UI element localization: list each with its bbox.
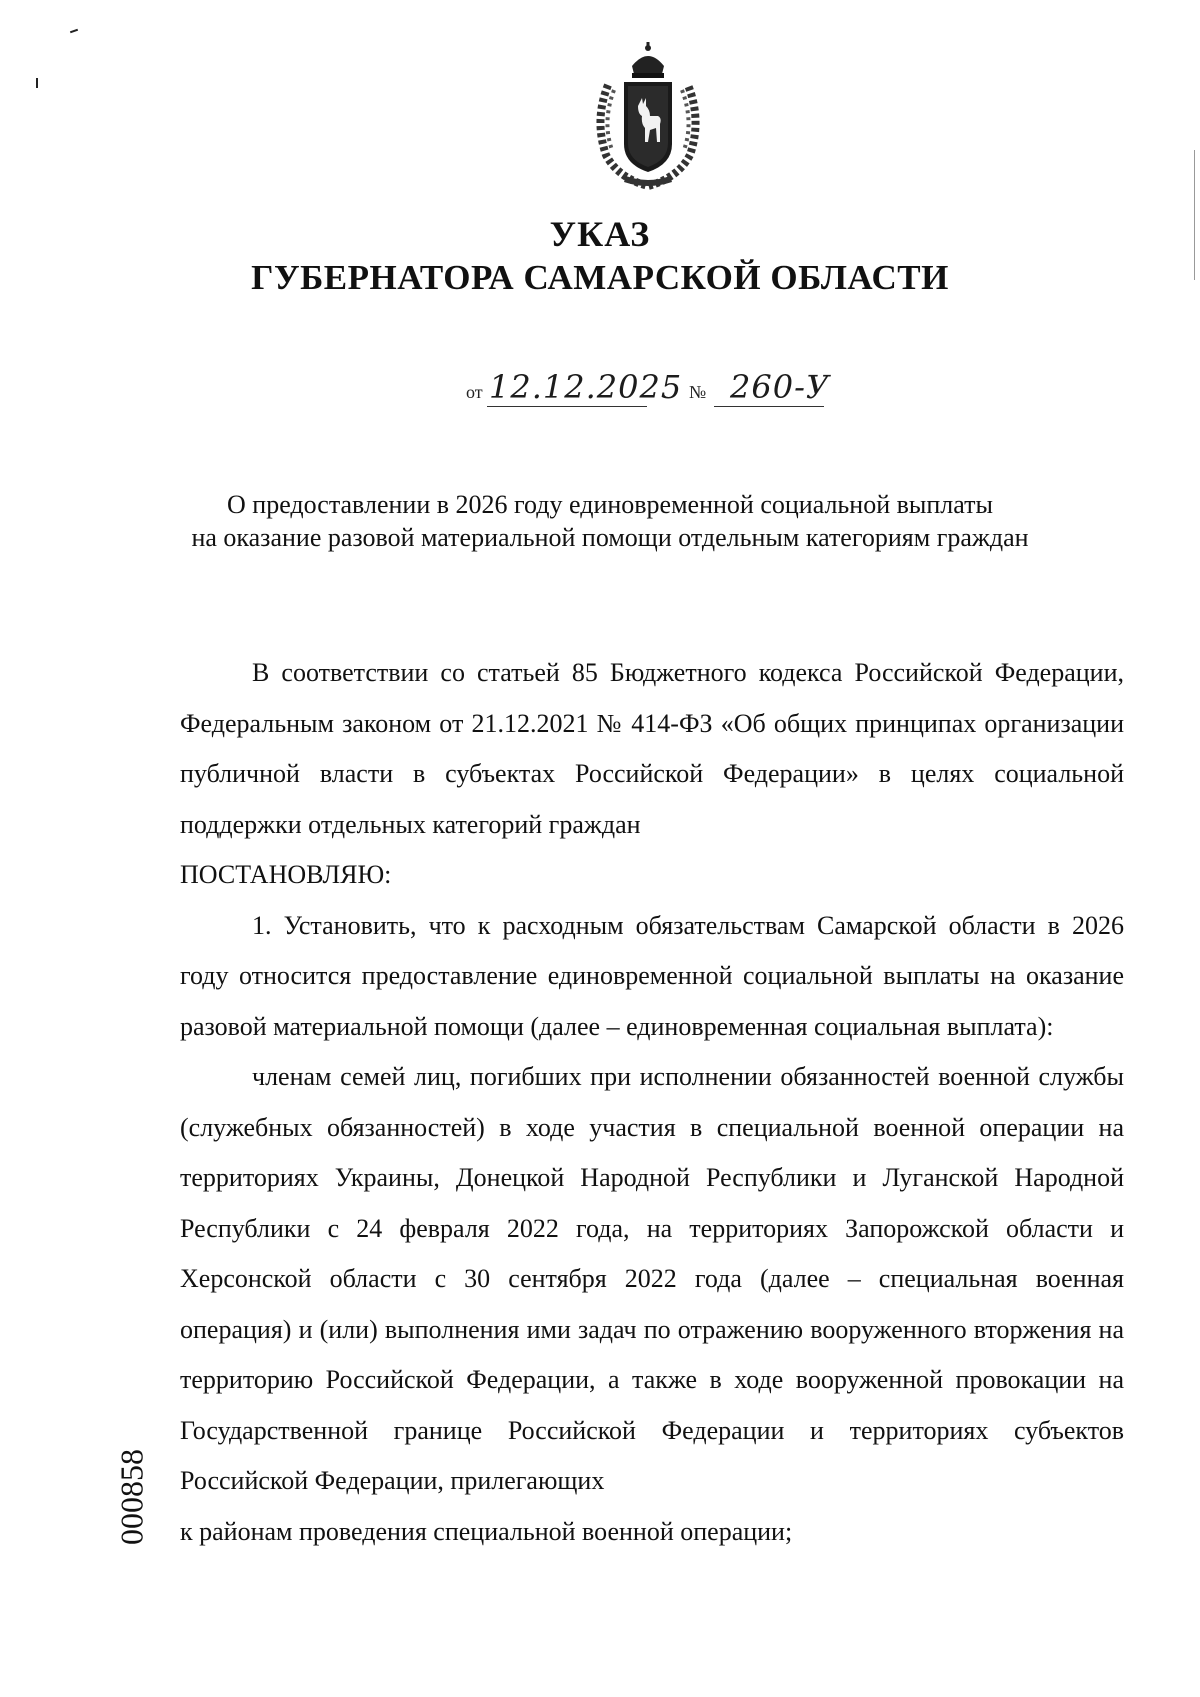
coat-of-arms-emblem	[588, 40, 708, 190]
decree-subject	[150, 488, 1070, 554]
number-label: №	[689, 382, 707, 402]
scan-edge-line	[1194, 150, 1195, 280]
number-value: 260-У	[730, 368, 831, 406]
decree-body	[180, 648, 1124, 1557]
subject-line-1: О предоставлении в 2026 году единовременной социальной выплаты	[227, 490, 993, 519]
scan-mark	[36, 78, 38, 88]
date-value: 12.12.2025	[489, 368, 683, 406]
scan-mark	[70, 29, 78, 34]
preamble-paragraph: В соответствии со статьей 85 Бюджетного кодекса Российской Федерации, Федеральным законом от 21.12.2021 № 414-ФЗ «Об общих принципах организации публичной власти в субъектах Российской Федерации» в целях социальной поддержки отдельных категорий граждан	[180, 658, 1124, 839]
subject-line-2: на оказание разовой материальной помощи отдельным категориям граждан	[191, 523, 1029, 552]
side-serial-number-text: 000858	[113, 1449, 150, 1545]
side-serial-number	[112, 1432, 152, 1562]
document-title: УКАЗ	[549, 214, 651, 254]
item-1-paragraph: 1. Установить, что к расходным обязательствам Самарской области в 2026 году относится предоставление единовременной социальной выплаты на оказание разовой материальной помощи (далее – единовременная социальная выплата):	[180, 910, 1124, 1041]
date-label: от	[466, 382, 483, 402]
resolve-word: ПОСТАНОВЛЯЮ:	[180, 860, 392, 889]
registration-line	[0, 366, 1200, 416]
item-1-subparagraph: членам семей лиц, погибших при исполнении обязанностей военной службы (служебных обязанностей) в ходе участия в специальной военной операции на территориях Украины, Донецкой Народной Республики и Луганской Народной Республики с 24 февраля 2022 года, на территориях Запорожской области и Херсонской области с 30 сентября 2022 года (далее – специальная военная операция) и (или) выполнения ими задач по отражению вооруженного вторжения на территорию Российской Федерации, а также в ходе вооруженной провокации на Государственной границе Российской Федерации и территориях субъектов Российской Федерации, прилегающих	[180, 1062, 1124, 1495]
item-1-subparagraph-end: к районам проведения специальной военной операции;	[180, 1516, 793, 1546]
document-subtitle: ГУБЕРНАТОРА САМАРСКОЙ ОБЛАСТИ	[251, 258, 949, 297]
number-underline	[714, 406, 824, 407]
date-underline	[487, 406, 647, 407]
